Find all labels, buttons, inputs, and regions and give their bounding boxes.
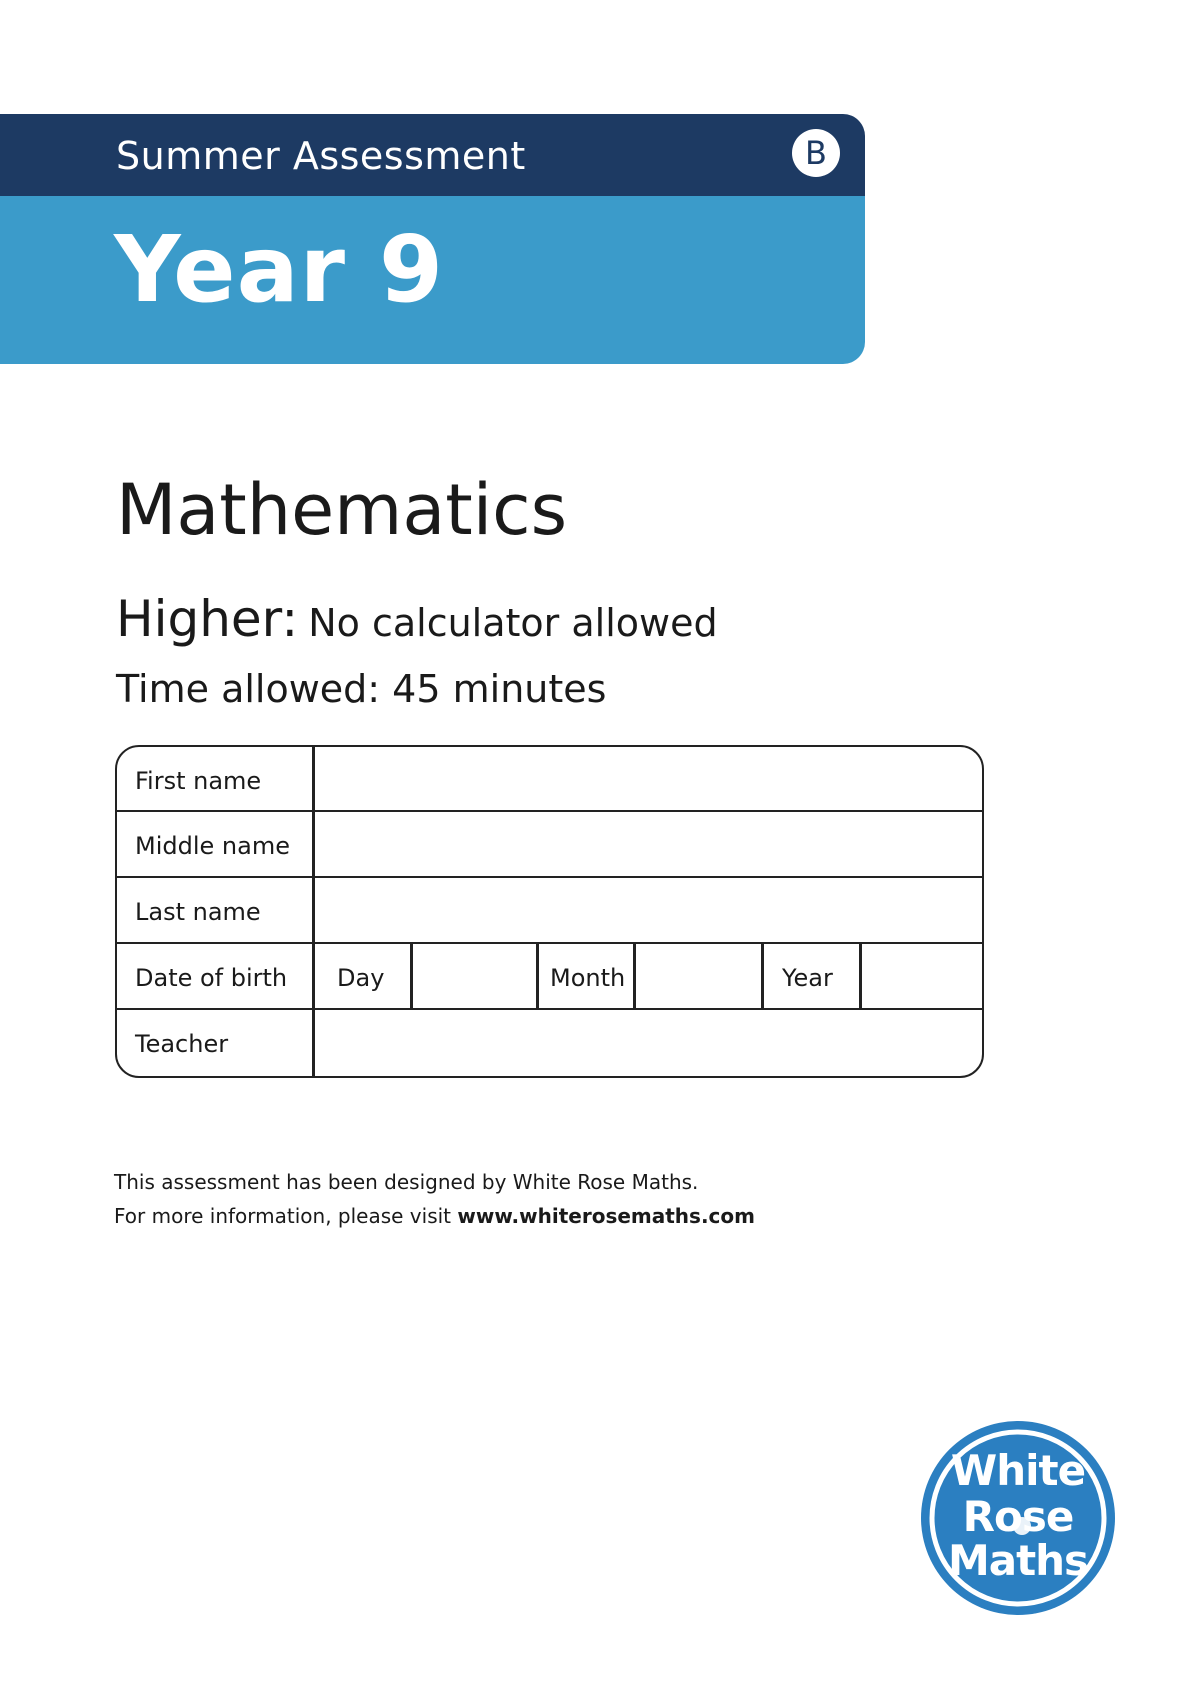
divider bbox=[312, 944, 315, 1008]
footer-credit: This assessment has been designed by White Rose Maths. bbox=[114, 1170, 699, 1194]
time-allowed: Time allowed: 45 minutes bbox=[116, 667, 607, 711]
date-of-birth-row bbox=[117, 944, 982, 1010]
middle-name-row bbox=[117, 812, 982, 878]
day-label: Day bbox=[337, 964, 385, 992]
year-label: Year bbox=[782, 964, 833, 992]
header-banner bbox=[0, 114, 865, 364]
header-bottom-band bbox=[0, 196, 865, 364]
website-link[interactable]: www.whiterosemaths.com bbox=[457, 1204, 755, 1228]
last-name-row bbox=[117, 878, 982, 944]
month-field[interactable] bbox=[636, 944, 761, 1008]
tier-label: Higher: bbox=[116, 590, 299, 648]
teacher-row bbox=[117, 1010, 982, 1078]
assessment-name: Summer Assessment bbox=[116, 134, 526, 178]
logo-text-rose: Rose bbox=[962, 1492, 1074, 1541]
footer-info-text: For more information, please visit bbox=[114, 1204, 458, 1228]
first-name-label: First name bbox=[135, 767, 262, 795]
first-name-field[interactable] bbox=[315, 747, 982, 810]
last-name-label: Last name bbox=[135, 898, 261, 926]
year-title: Year 9 bbox=[114, 216, 445, 323]
tier-line bbox=[116, 590, 718, 648]
teacher-field[interactable] bbox=[315, 1010, 982, 1078]
tier-description: No calculator allowed bbox=[308, 601, 718, 645]
footer-info bbox=[114, 1204, 755, 1228]
last-name-field[interactable] bbox=[315, 878, 982, 942]
year-field[interactable] bbox=[862, 944, 982, 1008]
day-field[interactable] bbox=[413, 944, 535, 1008]
middle-name-label: Middle name bbox=[135, 832, 290, 860]
subject-title: Mathematics bbox=[116, 469, 568, 551]
divider bbox=[536, 944, 539, 1008]
logo-text-maths: Maths bbox=[947, 1536, 1089, 1585]
month-label: Month bbox=[550, 964, 626, 992]
divider bbox=[761, 944, 764, 1008]
middle-name-field[interactable] bbox=[315, 812, 982, 876]
teacher-label: Teacher bbox=[135, 1030, 229, 1058]
student-details-form bbox=[115, 745, 984, 1078]
version-badge: B bbox=[792, 129, 840, 177]
logo-text-white: White bbox=[950, 1446, 1086, 1495]
first-name-row bbox=[117, 747, 982, 812]
header-top-band bbox=[0, 114, 865, 196]
white-rose-maths-logo bbox=[918, 1418, 1118, 1618]
date-of-birth-label: Date of birth bbox=[135, 964, 288, 992]
